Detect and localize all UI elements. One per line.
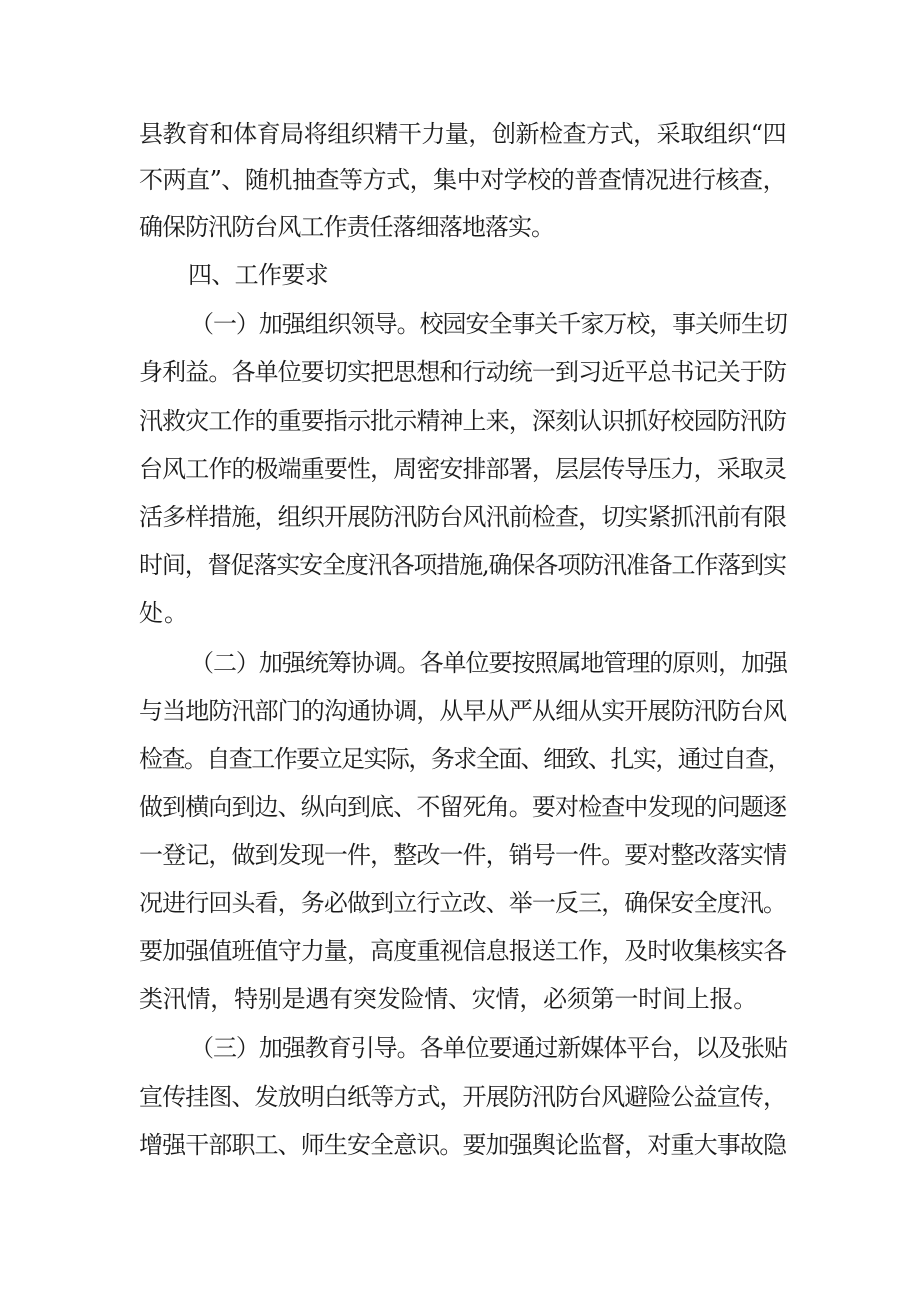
line-text: 汛救灾工作的重要指示批示精神上来，深刻认识抓好校园防汛防 [139, 407, 787, 435]
line-text: 宣传挂图、发放明白纸等方式，开展防汛防台风避险公益宣传， [139, 1083, 787, 1111]
line-text: 台风工作的极端重要性，周密安排部署，层层传导压力，采取灵 [139, 455, 787, 483]
text-line [0, 409, 920, 433]
section-heading [0, 263, 920, 287]
text-line [0, 1133, 920, 1157]
text-line [0, 1085, 920, 1109]
line-text: 检查。自查工作要立足实际，务求全面、细致、扎实，通过自查， [139, 745, 791, 773]
text-line [0, 699, 920, 723]
line-text: 要加强值班值守力量，高度重视信息报送工作，及时收集核实各 [139, 937, 787, 965]
text-line [0, 215, 920, 239]
line-text: 不两直”、随机抽查等方式，集中对学校的普查情况进行核查， [139, 166, 787, 194]
line-text: 类汛情，特别是遇有突发险情、灾情，必须第一时间上报。 [139, 985, 758, 1013]
line-text: （二）加强统筹协调。各单位要按照属地管理的原则，加强 [190, 649, 787, 677]
line-text: 处。 [139, 599, 189, 627]
line-text: （三）加强教育引导。各单位要通过新媒体平台，以及张贴 [190, 1034, 787, 1062]
line-text: 身利益。各单位要切实把思想和行动统一到习近平总书记关于防 [139, 358, 787, 386]
text-line [0, 360, 920, 384]
text-line [0, 891, 920, 915]
text-line [0, 795, 920, 819]
line-text: （一）加强组织领导。校园安全事关千家万校，事关师生切 [190, 310, 787, 338]
text-line [0, 843, 920, 867]
line-text: 时间，督促落实安全度汛各项措施,确保各项防汛准备工作落到实 [139, 551, 786, 579]
text-line [0, 601, 920, 625]
text-line [0, 457, 920, 481]
text-line [0, 312, 920, 336]
line-text: 确保防汛防台风工作责任落细落地落实。 [139, 213, 555, 241]
line-text: 活多样措施，组织开展防汛防台风汛前检查，切实紧抓汛前有限 [139, 503, 787, 531]
line-text: 做到横向到边、纵向到底、不留死角。要对检查中发现的问题逐 [139, 793, 787, 821]
text-line [0, 939, 920, 963]
text-line [0, 1036, 920, 1060]
text-line [0, 168, 920, 192]
text-line [0, 122, 920, 146]
text-line [0, 651, 920, 675]
text-line [0, 505, 920, 529]
line-text: 一登记，做到发现一件，整改一件，销号一件。要对整改落实情 [139, 841, 787, 869]
text-line [0, 553, 920, 577]
line-text: 况进行回头看，务必做到立行立改、举一反三，确保安全度汛。 [139, 889, 787, 917]
text-line [0, 747, 920, 771]
text-line [0, 987, 920, 1011]
line-text: 增强干部职工、师生安全意识。要加强舆论监督，对重大事故隐 [139, 1131, 787, 1159]
line-text: 与当地防汛部门的沟通协调，从早从严从细从实开展防汛防台风 [139, 697, 787, 725]
line-text: 县教育和体育局将组织精干力量，创新检查方式，采取组织“四 [139, 120, 787, 148]
section-heading-text: 四、工作要求 [188, 261, 328, 289]
